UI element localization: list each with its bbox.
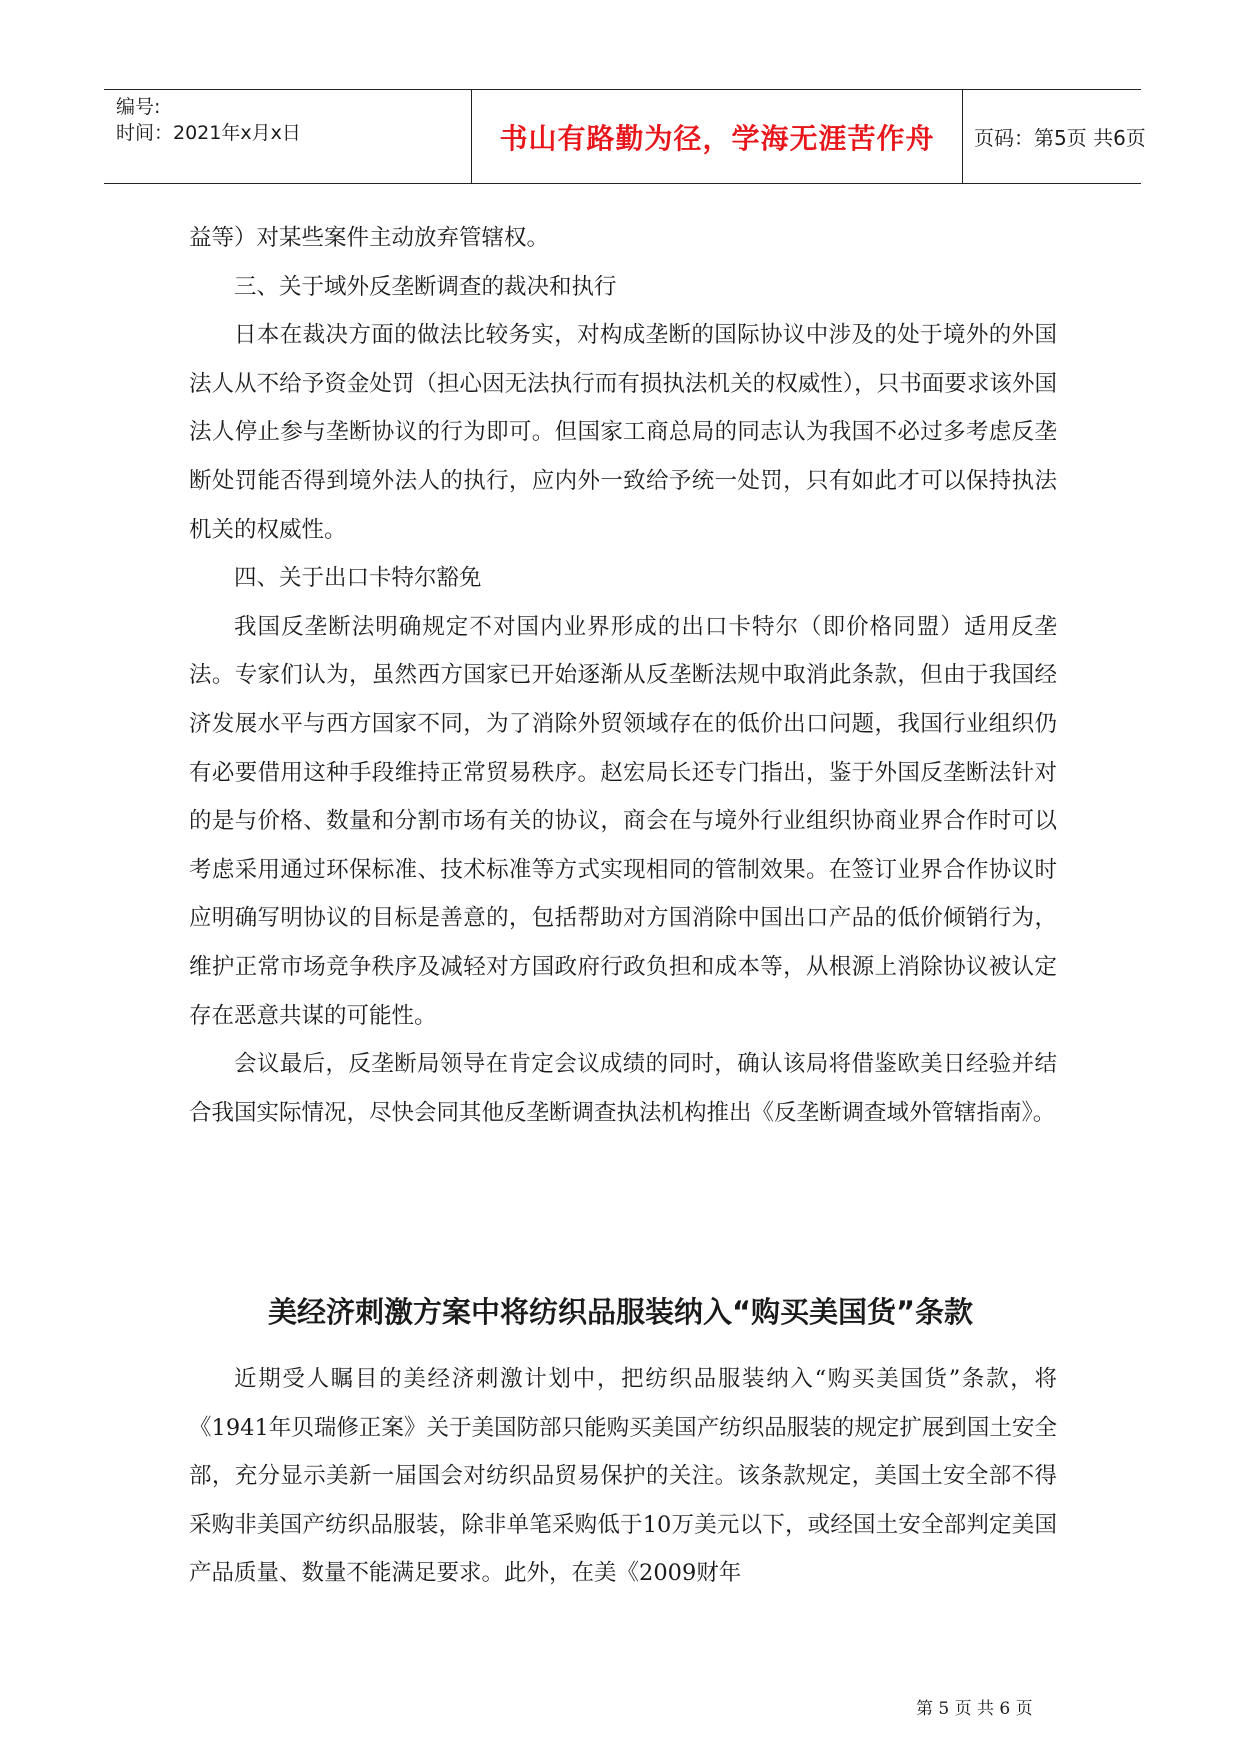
header-page-number: 页码：第5页 共6页 [974, 126, 1146, 150]
paragraph-japan-ruling: 日本在裁决方面的做法比较务实，对构成垄断的国际协议中涉及的处于境外的外国法人从不给予资金处罚（担心因无法执行而有损执法机关的权威性），只书面要求该外国法人停止参与垄断协议的行为即可。但国家工商总局的同志认为我国不必过多考虑反垄断处罚能否得到境外法人的执行，应内外一致给予统一处罚，只有如此才可以保持执法机关的权威性。 [189, 322, 1057, 543]
paragraph-buy-american: 近期受人瞩目的美经济刺激计划中，把纺织品服装纳入“购买美国货”条款，将《1941年贝瑞修正案》关于美国防部只能购买美国产纺织品服装的规定扩展到国土安全部，充分显示美新一届国会对纺织品贸易保护的关注。该条款规定，美国土安全部不得采购非美国产纺织品服装，除非单笔采购低于10万美元以下，或经国土安全部判定美国产品质量、数量不能满足要求。此外，在美《2009财年 [189, 1366, 1057, 1587]
article-body [189, 1355, 1057, 1598]
page-header [104, 89, 1146, 184]
article-title: 美经济刺激方案中将纺织品服装纳入“购买美国货”条款 [267, 1295, 974, 1329]
document-date: 时间：2021年x月x日 [116, 122, 301, 144]
document-body [189, 214, 1057, 1137]
document-number-label: 编号: [116, 96, 161, 118]
section-heading-3: 三、关于域外反垄断调查的裁决和执行 [234, 273, 617, 300]
page-footer: 第 5 页 共 6 页 [916, 1699, 1033, 1719]
header-motto-cell [471, 90, 963, 183]
header-meta [116, 90, 468, 187]
paragraph-meeting-conclusion: 会议最后，反垄断局领导在肯定会议成绩的同时，确认该局将借鉴欧美日经验并结合我国实际情况，尽快会同其他反垄断调查执法机构推出《反垄断调查域外管辖指南》。 [189, 1051, 1057, 1126]
section-heading-4: 四、关于出口卡特尔豁免 [234, 565, 482, 592]
header-motto: 书山有路勤为径，学海无涯苦作舟 [499, 121, 935, 155]
paragraph-export-cartel: 我国反垄断法明确规定不对国内业界形成的出口卡特尔（即价格同盟）适用反垄法。专家们认为，虽然西方国家已开始逐渐从反垄断法规中取消此条款，但由于我国经济发展水平与西方国家不同，为了消除外贸领域存在的低价出口问题，我国行业组织仍有必要借用这种手段维持正常贸易秩序。赵宏局长还专门指出，鉴于外国反垄断法针对的是与价格、数量和分割市场有关的协议，商会在与境外行业组织协商业界合作时可以考虑采用通过环保标准、技术标准等方式实现相同的管制效果。在签订业界合作协议时应明确写明协议的目标是善意的，包括帮助对方国消除中国出口产品的低价倾销行为，维护正常市场竞争秩序及减轻对方国政府行政负担和成本等，从根源上消除协议被认定存在恶意共谋的可能性。 [189, 613, 1057, 1029]
paragraph-continued: 益等）对某些案件主动放弃管辖权。 [189, 225, 550, 251]
